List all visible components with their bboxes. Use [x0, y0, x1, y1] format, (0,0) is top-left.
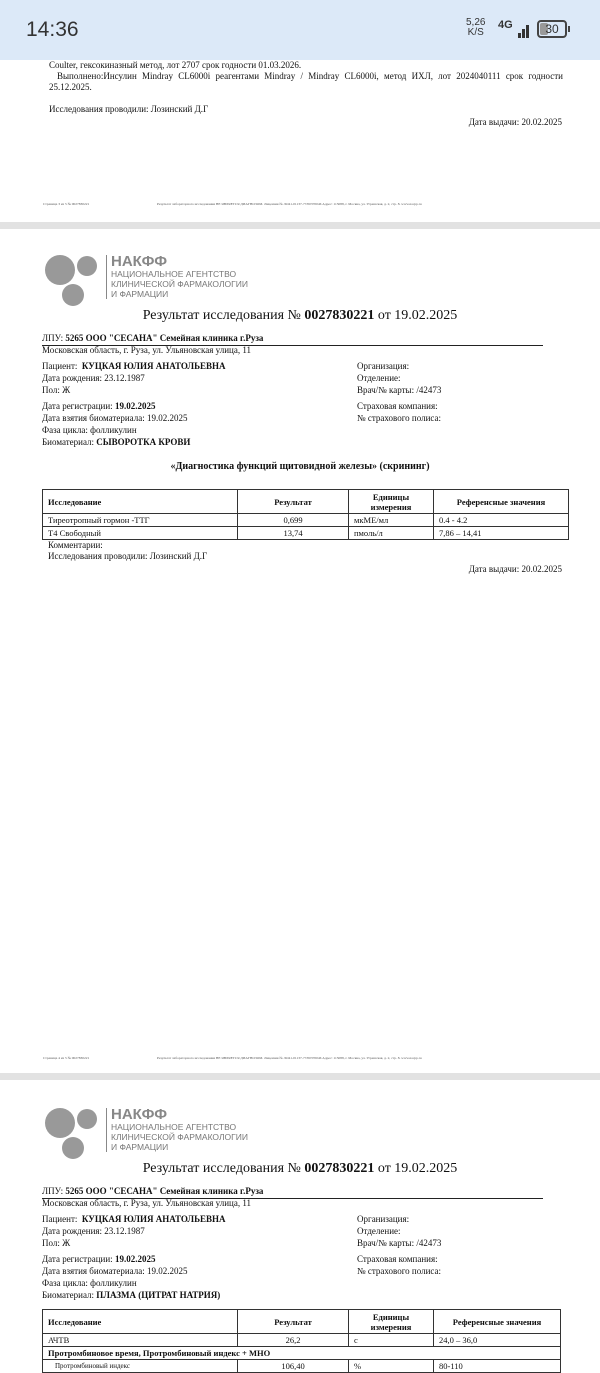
table-header-row	[43, 490, 569, 514]
table-header-row	[43, 1310, 561, 1334]
result-value: 13,74	[238, 527, 349, 540]
order-number: 0027830221	[304, 308, 375, 323]
result-value: 106,40	[238, 1360, 349, 1373]
biomaterial	[42, 1290, 220, 1301]
doctor-card: Врач/№ карты: /42473	[357, 1238, 442, 1248]
reg-date: 19.02.2025	[114, 1254, 156, 1264]
sex: Пол: Ж	[42, 1238, 71, 1248]
footer-disclaimer: Результат лабораторного исследования НЕ ЯВЛЯЕТСЯ ДИАГНОЗОМ. Лицензия № ЛО41-01137-77/00370046 Адрес: 115088, г. Москва, ул. Угрешская, д. 2, стр. 8. www.nacpp.ru	[157, 202, 422, 206]
insurance: Страховая компания:	[357, 1254, 438, 1264]
title-date: от 19.02.2025	[377, 308, 458, 323]
col-units: Единицы измерения	[349, 490, 434, 514]
col-result: Результат	[238, 490, 349, 514]
test-name: Протромбиновый индекс	[43, 1360, 238, 1373]
address: Московская область, г. Руза, ул. Ульяновская улица, 11	[42, 345, 252, 355]
title-prefix: Результат исследования №	[142, 1161, 301, 1176]
issue-date: Дата выдачи: 20.02.2025	[468, 117, 562, 127]
lpu-value: 5265 ООО "СЕСАНА" Семейная клиника г.Руза	[65, 1186, 264, 1196]
cycle-phase: Фаза цикла: фолликулин	[42, 425, 137, 435]
logo-name: НАКФФ	[106, 1108, 167, 1122]
patient-name: КУЦКАЯ ЮЛИЯ АНАТОЛЬЕВНА	[81, 1214, 226, 1224]
organization: Организация:	[357, 1214, 410, 1224]
department: Отделение:	[357, 1226, 401, 1236]
reg-label: Дата регистрации:	[42, 401, 113, 411]
units: пмоль/л	[349, 527, 434, 540]
researchers: Исследования проводили: Лозинский Д.Г	[48, 551, 208, 561]
logo-mark-icon	[44, 1105, 104, 1160]
speed-unit: K/S	[467, 27, 484, 38]
lpu	[42, 1186, 263, 1197]
sample-date: Дата взятия биоматериала: 19.02.2025	[42, 413, 188, 423]
battery-level: 30	[545, 22, 559, 36]
test-name: Т4 Свободный	[43, 527, 238, 540]
patient	[42, 361, 226, 372]
page-separator	[0, 1073, 600, 1080]
status-bar	[0, 0, 600, 60]
biomaterial-value: СЫВОРОТКА КРОВИ	[96, 437, 191, 447]
patient	[42, 1214, 226, 1225]
table-row	[43, 527, 569, 540]
reference: 0.4 - 4.2	[434, 514, 569, 527]
reg-date: 19.02.2025	[114, 401, 156, 411]
results-table	[42, 489, 569, 540]
result-value: 0,699	[238, 514, 349, 527]
col-result: Результат	[238, 1310, 349, 1334]
comments: Комментарии:	[48, 540, 103, 550]
sample-date: Дата взятия биоматериала: 19.02.2025	[42, 1266, 188, 1276]
logo-subtitle: НАЦИОНАЛЬНОЕ АГЕНТСТВО КЛИНИЧЕСКОЙ ФАРМАКОЛОГИИ И ФАРМАЦИИ	[106, 269, 248, 299]
registration-date	[42, 1254, 155, 1265]
results-table	[42, 1309, 561, 1373]
col-units: Единицы измерения	[349, 1310, 434, 1334]
order-number: 0027830221	[304, 1161, 375, 1176]
battery-icon	[537, 20, 567, 38]
nakff-logo	[44, 252, 254, 307]
test-name: Тиреотропный гормон -ТТГ	[43, 514, 238, 527]
policy: № страхового полиса:	[357, 413, 442, 423]
result-value: 26,2	[238, 1334, 349, 1347]
page-title	[0, 308, 600, 324]
table-row	[43, 514, 569, 527]
researchers: Исследования проводили: Лозинский Д.Г	[49, 104, 209, 114]
reg-label: Дата регистрации:	[42, 1254, 113, 1264]
issue-date: Дата выдачи: 20.02.2025	[468, 564, 562, 574]
dob: Дата рождения: 23.12.1987	[42, 373, 145, 383]
logo-name: НАКФФ	[106, 255, 167, 269]
network-speed	[466, 18, 485, 38]
lpu-label: ЛПУ:	[42, 1186, 64, 1196]
group-title: Протромбиновое время, Протромбиновый индекс + МНО	[43, 1347, 561, 1360]
group-row	[43, 1347, 561, 1360]
cycle-phase: Фаза цикла: фолликулин	[42, 1278, 137, 1288]
doctor-card: Врач/№ карты: /42473	[357, 385, 442, 395]
biomaterial-value: ПЛАЗМА (ЦИТРАТ НАТРИЯ)	[96, 1290, 221, 1300]
lpu-value: 5265 ООО "СЕСАНА" Семейная клиника г.Руза	[65, 333, 264, 343]
units: с	[349, 1334, 434, 1347]
units: мкМЕ/мл	[349, 514, 434, 527]
title-prefix: Результат исследования №	[142, 308, 301, 323]
col-test: Исследование	[43, 490, 238, 514]
registration-date	[42, 401, 155, 412]
table-row	[43, 1334, 561, 1347]
lpu	[42, 333, 263, 344]
dob: Дата рождения: 23.12.1987	[42, 1226, 145, 1236]
patient-name: КУЦКАЯ ЮЛИЯ АНАТОЛЬЕВНА	[81, 361, 226, 371]
footer-page: Страница 4 из 5 № 0027830221	[43, 1056, 90, 1060]
section-title: «Диагностика функций щитовидной железы» (скрининг)	[170, 461, 430, 472]
text-line: Coulter, гексокиназный метод, лот 2707 срок годности 01.03.2026.	[49, 60, 302, 70]
test-name: АЧТВ	[43, 1334, 238, 1347]
col-reference: Референсные значения	[434, 490, 569, 514]
biomaterial	[42, 437, 190, 448]
col-reference: Референсные значения	[434, 1310, 561, 1334]
reference: 7,86 – 14,41	[434, 527, 569, 540]
logo-mark-icon	[44, 252, 104, 307]
policy: № страхового полиса:	[357, 1266, 442, 1276]
footer-disclaimer: Результат лабораторного исследования НЕ ЯВЛЯЕТСЯ ДИАГНОЗОМ. Лицензия № ЛО41-01137-77/00370046 Адрес: 115088, г. Москва, ул. Угрешская, д. 2, стр. 8. www.nacpp.ru	[157, 1056, 422, 1060]
text-line: Выполнено:Инсулин Mindray CL6000i реагентами Mindray / Mindray CL6000i, метод ИХЛ, лот 2024040111 срок годности	[57, 71, 563, 81]
nakff-logo	[44, 1105, 254, 1160]
logo-subtitle: НАЦИОНАЛЬНОЕ АГЕНТСТВО КЛИНИЧЕСКОЙ ФАРМАКОЛОГИИ И ФАРМАЦИИ	[106, 1122, 248, 1152]
address: Московская область, г. Руза, ул. Ульяновская улица, 11	[42, 1198, 252, 1208]
table-row	[43, 1360, 561, 1373]
network-type: 4G	[498, 19, 513, 31]
reference: 24,0 – 36,0	[434, 1334, 561, 1347]
patient-label: Пациент:	[42, 1214, 78, 1224]
clock: 14:36	[26, 18, 79, 41]
text-line: 25.12.2025.	[49, 82, 92, 92]
speed-value: 5,26	[466, 17, 486, 28]
department: Отделение:	[357, 373, 401, 383]
patient-label: Пациент:	[42, 361, 78, 371]
reference: 80-110	[434, 1360, 561, 1373]
page-title	[0, 1161, 600, 1177]
sex: Пол: Ж	[42, 385, 71, 395]
organization: Организация:	[357, 361, 410, 371]
biomaterial-label: Биоматериал:	[42, 1290, 95, 1300]
lpu-label: ЛПУ:	[42, 333, 64, 343]
footer-page: Страница 3 из 5 № 0027830221	[43, 202, 90, 206]
units: %	[349, 1360, 434, 1373]
col-test: Исследование	[43, 1310, 238, 1334]
insurance: Страховая компания:	[357, 401, 438, 411]
page-separator	[0, 222, 600, 229]
biomaterial-label: Биоматериал:	[42, 437, 95, 447]
title-date: от 19.02.2025	[377, 1161, 458, 1176]
signal-icon	[514, 22, 532, 38]
